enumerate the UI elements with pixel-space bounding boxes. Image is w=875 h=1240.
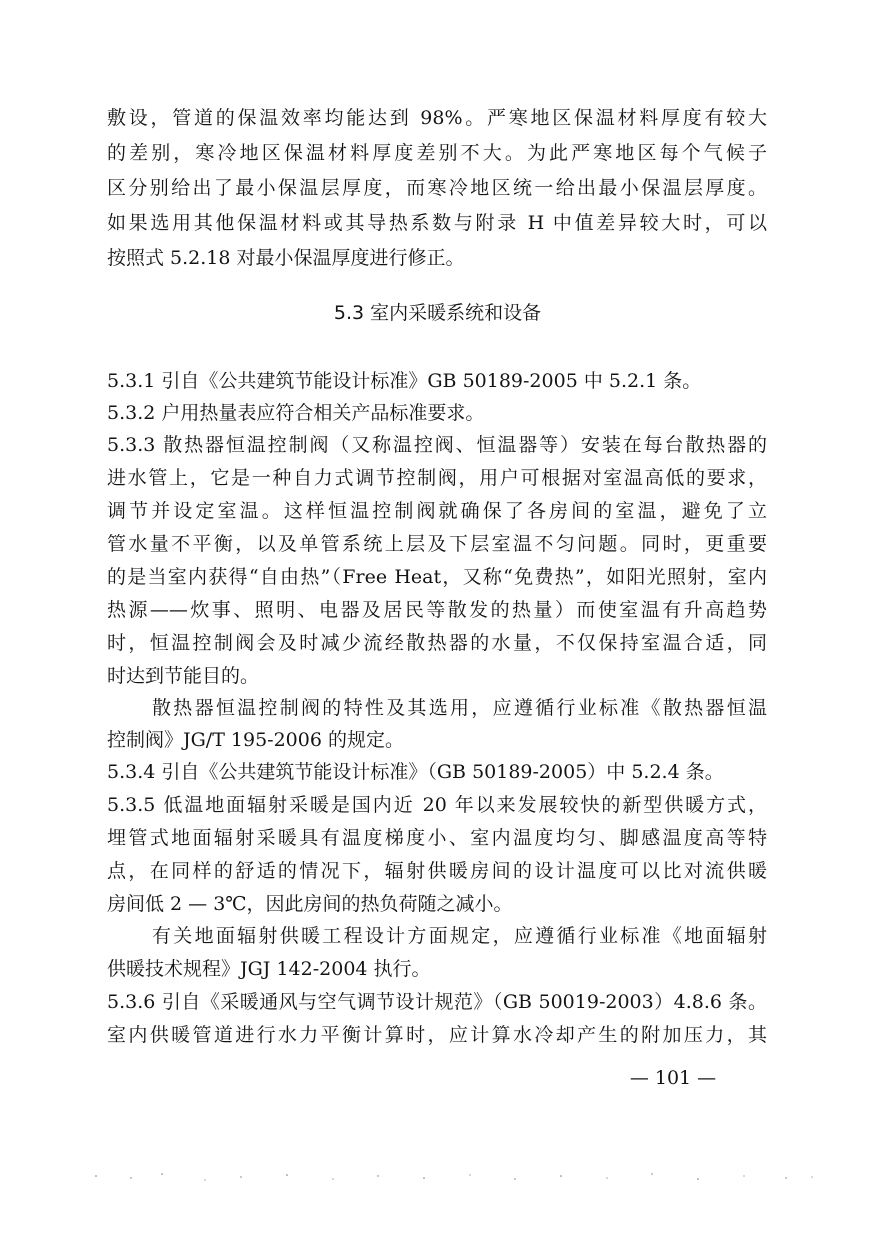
- clause-line: 有关地面辐射供暖工程设计方面规定，应遵循行业标准《地面辐射: [152, 925, 767, 947]
- clause-line: 室内供暖管道进行水力平衡计算时，应计算水冷却产生的附加压力，其: [107, 1024, 767, 1046]
- clause-line: 点，在同样的舒适的情况下，辐射供暖房间的设计温度可以比对流供暖: [107, 860, 767, 882]
- clause-line: 控制阀》JG/T 195-2006 的规定。: [107, 729, 404, 751]
- text-line: 如果选用其他保温材料或其导热系数与附录 H 中值差异较大时，可以: [107, 212, 767, 234]
- clause-line: 时，恒温控制阀会及时减少流经散热器的水量，不仅保持室温合适，同: [107, 632, 767, 654]
- clause-line: 时达到节能目的。: [107, 665, 260, 687]
- text-line: 区分别给出了最小保温层厚度，而寒冷地区统一给出最小保温层厚度。: [107, 177, 767, 199]
- clause-line: 管水量不平衡，以及单管系统上层及下层室温不匀问题。同时，更重要: [107, 533, 767, 555]
- clause-line: 埋管式地面辐射采暖具有温度梯度小、室内温度均匀、脚感温度高等特: [107, 827, 767, 849]
- clause-line: 的是当室内获得“自由热”（Free Heat，又称“免费热”，如阳光照射，室内: [107, 566, 767, 588]
- text-line: 敷设，管道的保温效率均能达到 98%。严寒地区保温材料厚度有较大: [107, 107, 767, 129]
- scan-noise: [0, 1150, 875, 1200]
- clause-line: 热源——炊事、照明、电器及居民等散发的热量）而使室温有升高趋势: [107, 599, 767, 621]
- clause-line: 进水管上，它是一种自力式调节控制阀，用户可根据对室温高低的要求，: [107, 467, 767, 489]
- text-line: 按照式 5.2.18 对最小保温厚度进行修正。: [107, 247, 465, 269]
- clause-line: 供暖技术规程》JGJ 142-2004 执行。: [107, 958, 431, 980]
- clause-line: 调节并设定室温。这样恒温控制阀就确保了各房间的室温，避免了立: [107, 500, 767, 522]
- clause-line: 5.3.1 引自《公共建筑节能设计标准》GB 50189-2005 中 5.2.1 条。: [107, 370, 702, 392]
- clause-line: 5.3.2 户用热量表应符合相关产品标准要求。: [107, 402, 485, 424]
- clause-line: 5.3.3 散热器恒温控制阀（又称温控阀、恒温器等）安装在每台散热器的: [107, 434, 767, 456]
- clause-line: 5.3.5 低温地面辐射采暖是国内近 20 年以来发展较快的新型供暖方式，: [107, 794, 767, 816]
- clause-line: 散热器恒温控制阀的特性及其选用，应遵循行业标准《散热器恒温: [152, 697, 767, 719]
- page-number: — 101 —: [629, 1067, 717, 1089]
- clause-line: 5.3.6 引自《采暖通风与空气调节设计规范》（GB 50019-2003）4.8.6 条。: [107, 991, 767, 1013]
- clause-line: 房间低 2 — 3℃，因此房间的热负荷随之减小。: [107, 893, 513, 915]
- section-heading: 5.3 室内采暖系统和设备: [333, 302, 542, 324]
- text-line: 的差别，寒冷地区保温材料厚度差别不大。为此严寒地区每个气候子: [107, 142, 767, 164]
- clause-line: 5.3.4 引自《公共建筑节能设计标准》（GB 50189-2005）中 5.2.4 条。: [107, 761, 724, 783]
